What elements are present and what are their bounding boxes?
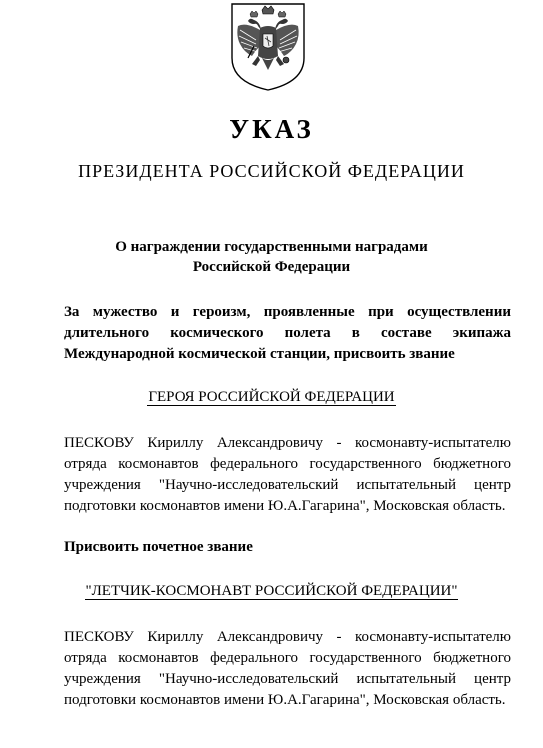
award-2-line-4: подготовки космонавтов имени Ю.А.Гагарина", Московская область. bbox=[64, 692, 506, 708]
heading-line-2: Российской Федерации bbox=[192, 259, 351, 275]
award-1 bbox=[64, 433, 511, 517]
paragraph-1-line-3: Международной космической станции, присвоить звание bbox=[64, 346, 455, 362]
paragraph-1-line-1: За мужество и героизм, проявленные при осуществлении bbox=[64, 304, 511, 320]
award-1-line-4: подготовки космонавтов имени Ю.А.Гагарина", Московская область. bbox=[64, 498, 506, 514]
document-subtitle: ПРЕЗИДЕНТА РОССИЙСКОЙ ФЕДЕРАЦИИ bbox=[78, 161, 465, 181]
pilot-title-line bbox=[0, 581, 543, 602]
award-2-line-3: учреждения "Научно-исследовательский испытательный центр bbox=[64, 671, 511, 687]
award-1-line-3: учреждения "Научно-исследовательский испытательный центр bbox=[64, 477, 511, 493]
award-2 bbox=[64, 627, 511, 711]
pilot-title: "ЛЕТЧИК-КОСМОНАВТ РОССИЙСКОЙ ФЕДЕРАЦИИ" bbox=[85, 583, 458, 599]
paragraph-1-line-2: длительного космического полета в составе экипажа bbox=[64, 325, 511, 341]
heading-line-1: О награждении государственными наградами bbox=[115, 239, 428, 255]
award-1-line-2: отряда космонавтов федерального государственного бюджетного bbox=[64, 456, 511, 472]
assign-text: Присвоить почетное звание bbox=[64, 539, 253, 555]
award-2-line-1: ПЕСКОВУ Кириллу Александровичу - космонавту-испытателю bbox=[64, 629, 511, 645]
hero-title-line bbox=[0, 387, 543, 408]
award-1-line-1: ПЕСКОВУ Кириллу Александровичу - космонавту-испытателю bbox=[64, 435, 511, 451]
russian-coat-of-arms-icon bbox=[226, 0, 310, 92]
award-2-line-2: отряда космонавтов федерального государственного бюджетного bbox=[64, 650, 511, 666]
paragraph-1 bbox=[64, 302, 511, 365]
document-title: УКАЗ bbox=[229, 114, 314, 144]
hero-title: ГЕРОЯ РОССИЙСКОЙ ФЕДЕРАЦИИ bbox=[148, 389, 395, 405]
